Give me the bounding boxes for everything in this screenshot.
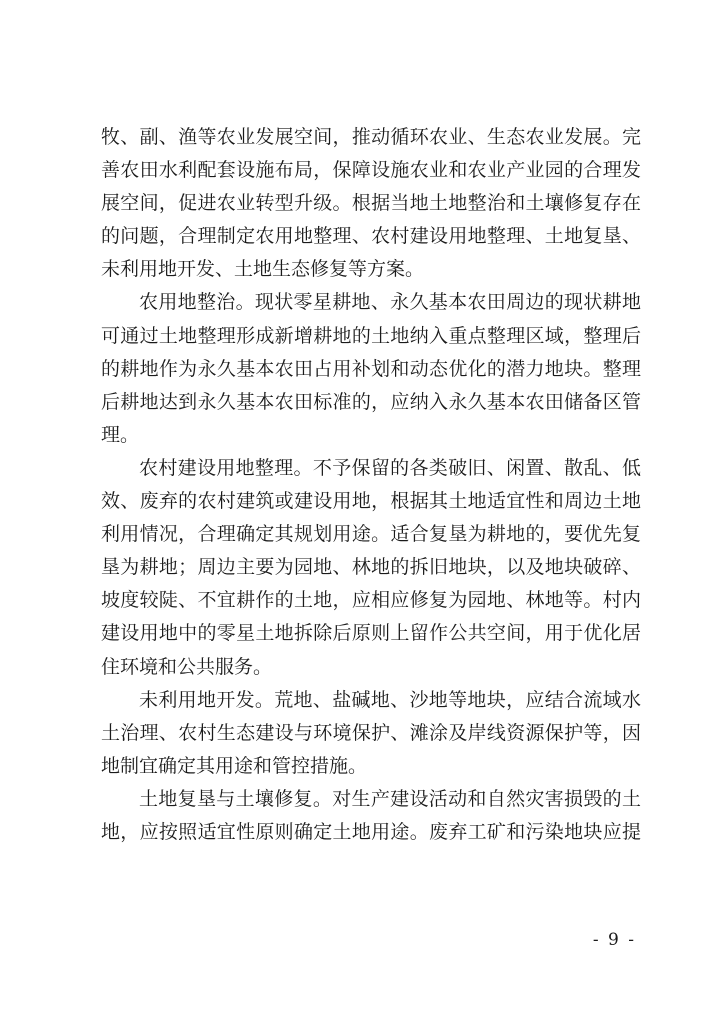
paragraph-land-reclamation: 土地复垦与土壤修复。对生产建设活动和自然灾害损毁的土地，应按照适宜性原则确定土地用途。废弃工矿和污染地块应提 [101,787,641,843]
paragraph-rural-construction-land: 农村建设用地整理。不予保留的各类破旧、闲置、散乱、低效、废弃的农村建筑或建设用地，根据其土地适宜性和周边土地利用情况，合理确定其规划用途。适合复垦为耕地的，要优先复垦为耕地；周边主要为园地、林地的拆旧地块，以及地块破碎、坡度较陡、不宜耕作的土地，应相应修复为园地、林地等。村内建设用地中的零星土地拆除后原则上留作公共空间，用于优化居住环境和公共服务。 [101,456,641,678]
paragraph-agricultural-land-remediation: 农用地整治。现状零星耕地、永久基本农田周边的现状耕地可通过土地整理形成新增耕地的土地纳入重点整理区域，整理后的耕地作为永久基本农田占用补划和动态优化的潜力地块。整理后耕地达到永久基本农田标准的，应纳入永久基本农田储备区管理。 [101,291,641,446]
page-number: - 9 - [592,930,636,950]
paragraph-unused-land-development: 未利用地开发。荒地、盐碱地、沙地等地块，应结合流域水土治理、农村生态建设与环境保护、滩涂及岸线资源保护等，因地制宜确定其用途和管控措施。 [101,688,641,777]
paragraph-farmland-space: 牧、副、渔等农业发展空间，推动循环农业、生态农业发展。完善农田水利配套设施布局，保障设施农业和农业产业园的合理发展空间，促进农业转型升级。根据当地土地整治和土壤修复存在的问题，合理制定农用地整理、农村建设用地整理、土地复垦、未利用地开发、土地生态修复等方案。 [101,126,641,281]
body-text [101,121,641,849]
